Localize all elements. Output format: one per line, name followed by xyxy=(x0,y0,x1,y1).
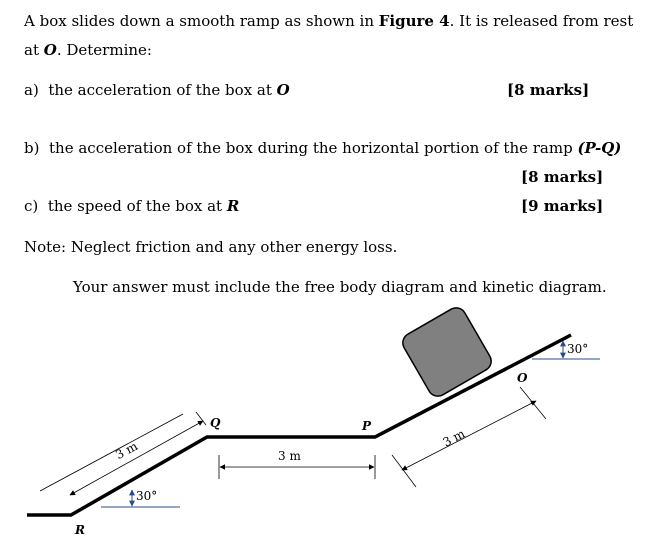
note: Note: Neglect friction and any other energy loss. xyxy=(24,238,398,256)
q-marker xyxy=(196,412,206,425)
dim-left-ext1 xyxy=(40,414,183,491)
question-point: R xyxy=(226,197,240,215)
question-text: the acceleration of the box at xyxy=(48,81,277,99)
marks-a: [8 marks] xyxy=(507,81,590,99)
dim-right-label: 3 m xyxy=(440,426,468,450)
marks-b: [8 marks] xyxy=(521,168,604,186)
angle-left-label: 30° xyxy=(136,489,158,503)
question-point: O xyxy=(276,81,290,99)
question-text: the speed of the box at xyxy=(47,197,227,215)
dim-left-arrow xyxy=(70,421,203,495)
intro-text: at xyxy=(24,41,44,59)
intro-text-end: . Determine: xyxy=(56,41,152,59)
label-o: O xyxy=(517,371,528,385)
point-o-ref: O xyxy=(43,41,57,59)
angle-right-label: 30° xyxy=(567,342,589,356)
marks-c: [9 marks] xyxy=(521,197,604,215)
question-label: a) xyxy=(24,81,39,99)
intro-text-end: . It is released from rest xyxy=(449,12,634,30)
dim-right-ext1 xyxy=(392,455,416,487)
figure-reference: Figure 4 xyxy=(378,12,450,30)
label-r: R xyxy=(75,523,85,537)
question-label: c) xyxy=(24,197,39,215)
intro-text: A box slides down a smooth ramp as shown in xyxy=(24,12,379,30)
question-text: the acceleration of the box during the horizontal portion of the ramp xyxy=(49,139,578,157)
label-q: Q xyxy=(210,416,221,430)
dim-left-label: 3 m xyxy=(113,438,140,463)
question-point: (P-Q) xyxy=(577,139,622,157)
question-label: b) xyxy=(24,139,40,157)
instruction: Your answer must include the free body diagram and kinetic diagram. xyxy=(73,278,607,296)
label-p: P xyxy=(362,419,372,433)
box xyxy=(399,304,495,400)
dim-middle-label: 3 m xyxy=(278,449,301,463)
dim-right-ext2 xyxy=(520,387,546,419)
